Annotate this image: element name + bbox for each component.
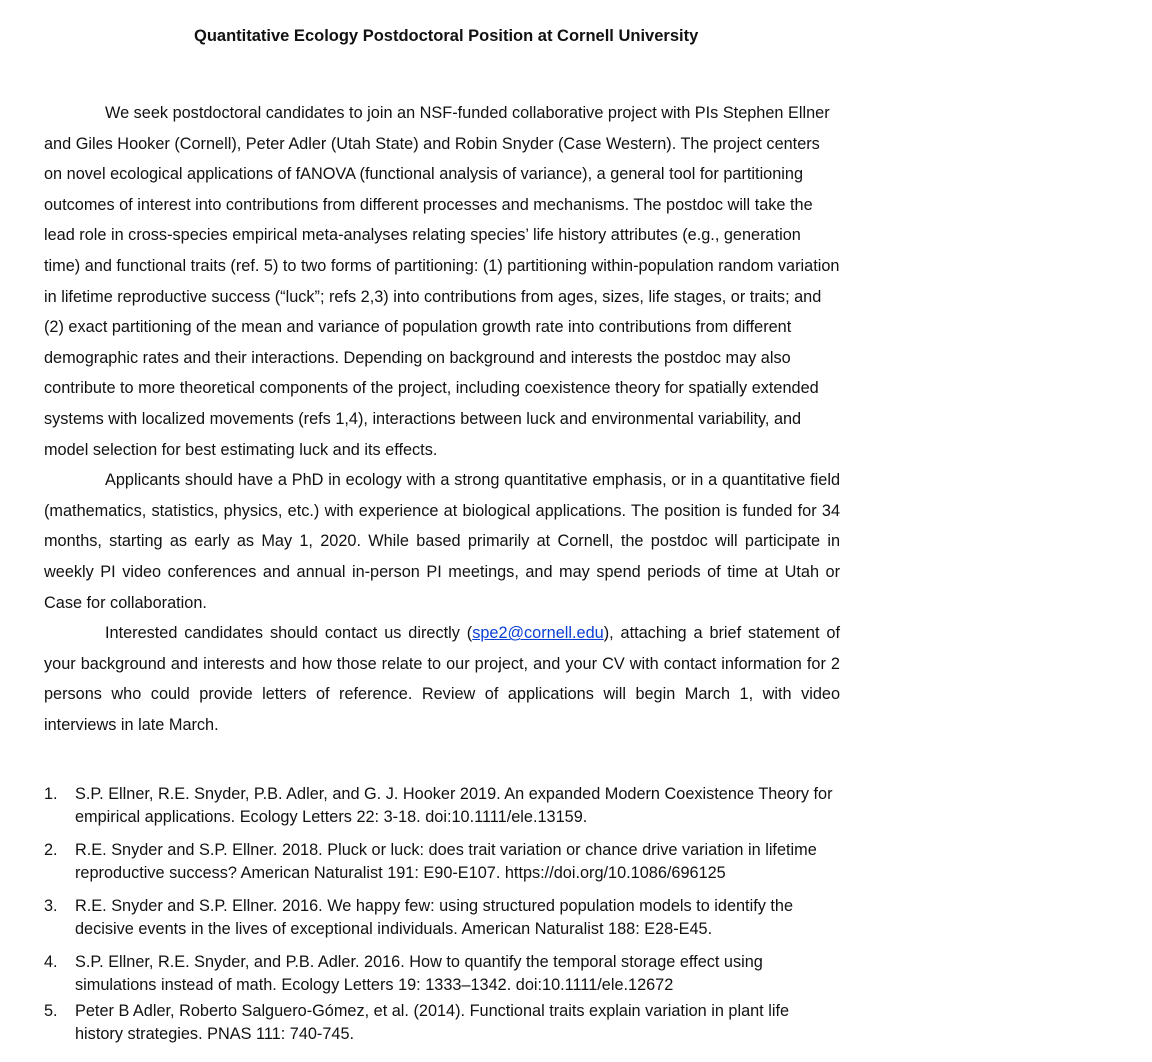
reference-number: 3.: [44, 897, 58, 916]
paragraph-requirements: Applicants should have a PhD in ecology with a strong quantitative emphasis, or in a quantitative field (mathematics, statistics, physics, etc.) with experience at biological applications. The position is funded for 34 months, starting as early as May 1, 2020. While based primarily at Cornell, the postdoc will participate in weekly PI video conferences and annual in-person PI meetings, and may spend periods of time at Utah or Case for collaboration.: [44, 471, 840, 612]
paragraph-contact: [44, 618, 840, 740]
contact-text-after: ), attaching a brief statement of your background and interests and how those relate to our project, and your CV with contact information for 2 persons who could provide letters of reference. Review of applications will begin March 1, with video interviews in late March.: [44, 624, 840, 734]
reference-item: [44, 839, 840, 884]
reference-text: R.E. Snyder and S.P. Ellner. 2018. Pluck or luck: does trait variation or chance drive variation in lifetime reproductive success? American Naturalist 191: E90-E107. https://doi.org/10.1086/696125: [75, 841, 817, 882]
reference-item: [44, 951, 840, 996]
reference-text: Peter B Adler, Roberto Salguero-Gómez, et al. (2014). Functional traits explain variation in plant life history strategies. PNAS 111: 740-745.: [75, 1002, 790, 1043]
reference-list: [44, 783, 840, 1045]
reference-number: 2.: [44, 841, 58, 860]
document-page: [44, 22, 840, 1056]
contact-text-before: Interested candidates should contact us directly (: [105, 624, 473, 643]
reference-item: [44, 895, 840, 940]
paragraph-project-description: We seek postdoctoral candidates to join an NSF-funded collaborative project with PIs Stephen Ellner and Giles Hooker (Cornell), Peter Adler (Utah State) and Robin Snyder (Case Western). The project centers on novel ecological applications of fANOVA (functional analysis of variance), a general tool for partitioning outcomes of interest into contributions from different processes and mechanisms. The postdoc will take the lead role in cross-species empirical meta-analyses relating species’ life history attributes (e.g., generation time) and functional traits (ref. 5) to two forms of partitioning: (1) partitioning within-population random variation in lifetime reproductive success (“luck”; refs 2,3) into contributions from ages, sizes, life stages, or traits; and (2) exact partitioning of the mean and variance of population growth rate into contributions from different demographic rates and their interactions. Depending on background and interests the postdoc may also contribute to more theoretical components of the project, including coexistence theory for spatially extended systems with localized movements (refs 1,4), interactions between luck and environmental variability, and model selection for best estimating luck and its effects.: [44, 104, 840, 459]
reference-item: [44, 783, 840, 828]
reference-number: 5.: [44, 1002, 58, 1021]
reference-text: S.P. Ellner, R.E. Snyder, P.B. Adler, and G. J. Hooker 2019. An expanded Modern Coexistence Theory for empirical applications. Ecology Letters 22: 3-18. doi:10.1111/ele.13159.: [75, 785, 833, 826]
document-title: Quantitative Ecology Postdoctoral Position at Cornell University: [194, 27, 699, 45]
reference-text: S.P. Ellner, R.E. Snyder, and P.B. Adler. 2016. How to quantify the temporal storage effect using simulations instead of math. Ecology Letters 19: 1333–1342. doi:10.1111/ele.12672: [75, 953, 763, 994]
reference-text: R.E. Snyder and S.P. Ellner. 2016. We happy few: using structured population models to identify the decisive events in the lives of exceptional individuals. American Naturalist 188: E28-E45.: [75, 897, 794, 938]
reference-number: 1.: [44, 785, 58, 804]
document-body: [44, 98, 840, 740]
contact-email-link[interactable]: spe2@cornell.edu: [472, 624, 604, 643]
reference-number: 4.: [44, 953, 58, 972]
reference-item: [44, 1000, 840, 1045]
